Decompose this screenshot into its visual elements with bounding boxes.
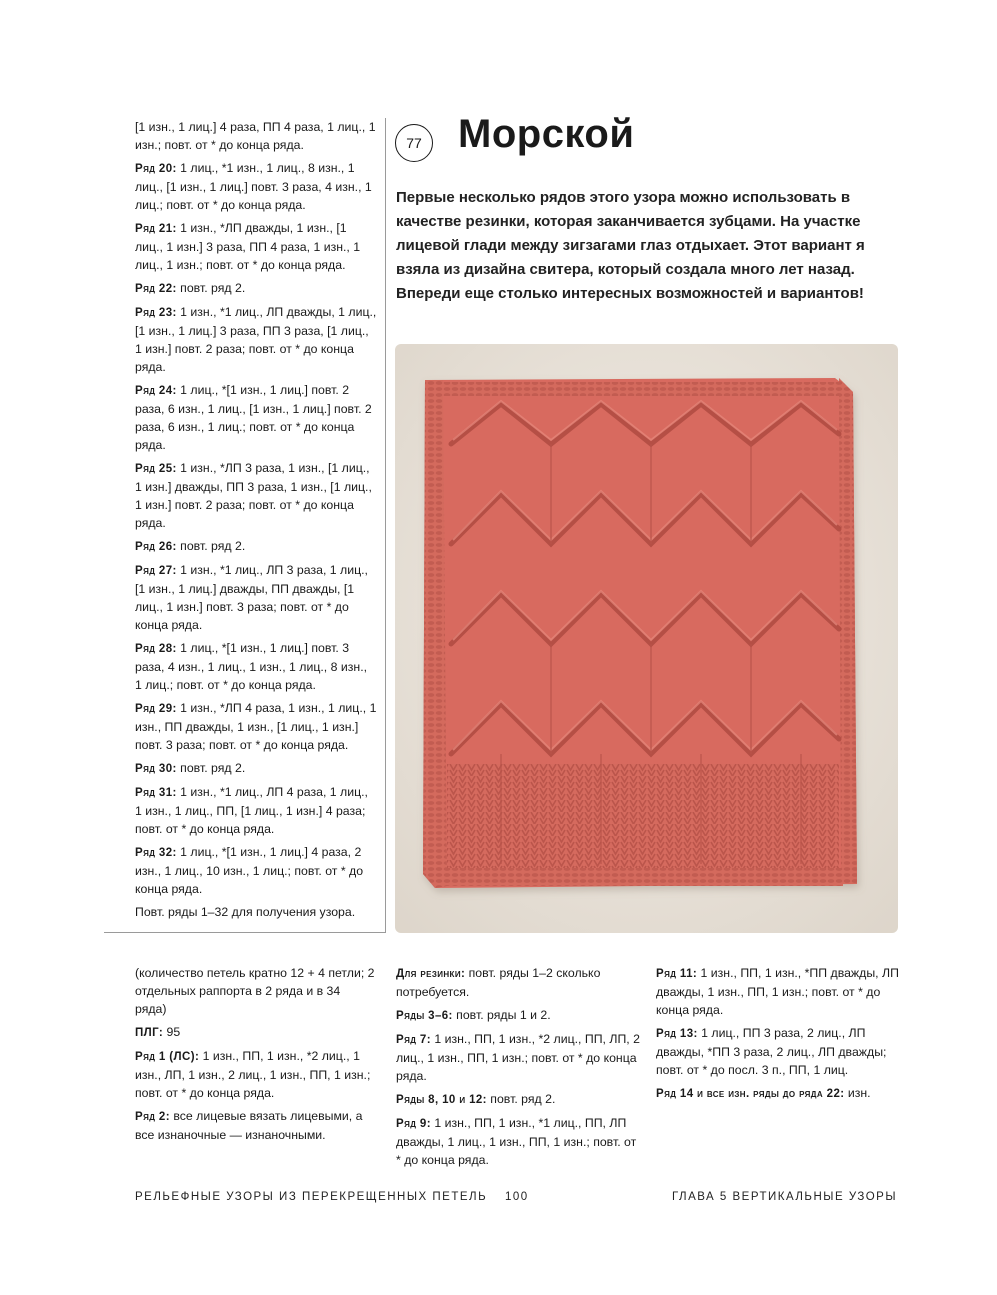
row-text: 1 лиц., *1 изн., 1 лиц., 8 изн., 1 лиц., [1 изн., 1 лиц.] повт. 3 раза, 4 изн., 1 лиц.; повт. от * до конца ряда. [135,161,372,212]
row-label: Ряд 25: [135,463,177,475]
instruction-paragraph [135,759,377,778]
row-label: Ряд 20: [135,163,177,175]
row-label: Ряд 9: [396,1118,431,1130]
instruction-paragraph [396,1114,641,1169]
instruction-paragraph [135,964,375,1018]
pattern-number-badge [395,124,433,162]
page-number: 100 [505,1191,529,1203]
row-text: 1 изн., ПП, 1 изн., *1 лиц., ПП, ЛП дважды, 1 лиц., 1 изн., ПП, 1 изн.; повт. от * до конца ряда. [396,1116,637,1167]
row-label: Ряд 28: [135,643,177,655]
row-label: Для резинки: [396,968,466,980]
footer-book-section: РЕЛЬЕФНЫЕ УЗОРЫ ИЗ ПЕРЕКРЕЩЕННЫХ ПЕТЕЛЬ [135,1191,488,1203]
instruction-paragraph [135,118,377,154]
instruction-paragraph [135,903,377,921]
row-label: Ряд 26: [135,541,177,553]
instruction-paragraph [396,1030,641,1085]
row-label: Ряд 31: [135,787,177,799]
row-text: 1 изн., *ЛП 4 раза, 1 изн., 1 лиц., 1 изн., ПП дважды, 1 изн., [1 лиц., 1 изн.] повт. 3 раза; повт. от * до конца ряда. [135,701,377,752]
instruction-paragraph [135,159,377,214]
row-text: 1 изн., ПП, 1 изн., *ПП дважды, ЛП дважды, 1 изн., ПП, 1 изн.; повт. от * до конца ряда. [656,966,899,1017]
row-text: 1 лиц., *[1 изн., 1 лиц.] повт. 3 раза, 4 изн., 1 лиц., 1 изн., 1 лиц., 8 изн., 1 лиц.; повт. от * до конца ряда. [135,641,368,692]
row-label: Ряд 22: [135,283,177,295]
row-text: 1 изн., *1 лиц., ЛП 3 раза, 1 лиц., [1 изн., 1 лиц.] дважды, ПП дважды, [1 лиц., 1 изн.] повт. 3 раза; повт. от * до конца ряда. [135,563,368,632]
row-text: 1 изн., *1 лиц., ЛП дважды, 1 лиц., [1 изн., 1 лиц.] 3 раза, ПП 3 раза, [1 лиц., 1 изн.] повт. 2 раза; повт. от * до конца ряда. [135,305,377,374]
instructions-bottom-column-2 [396,964,641,1174]
row-text: Повт. ряды 1–32 для получения узора. [135,905,356,919]
row-text: повт. ряды 1 и 2. [452,1008,551,1022]
row-text: повт. ряд 2. [486,1092,556,1106]
instruction-paragraph [135,303,377,376]
row-label: Ряд 11: [656,968,698,980]
instruction-paragraph [135,219,377,274]
instruction-paragraph [135,459,377,532]
row-text: 1 изн., *1 лиц., ЛП 4 раза, 1 лиц., 1 изн., 1 лиц., ПП, [1 лиц., 1 изн.] 4 раза; повт. от * до конца ряда. [135,785,368,836]
instructions-left-column [135,118,377,926]
row-text: повт. ряды 1–2 сколько потребуется. [396,966,601,999]
row-text: 95 [163,1025,181,1039]
row-label: Ряд 1 (ЛС): [135,1051,200,1063]
row-label: Ряд 27: [135,565,177,577]
horizontal-divider [104,932,386,933]
row-label: Ряд 24: [135,385,177,397]
instruction-paragraph [135,1023,375,1042]
instruction-paragraph [135,279,377,298]
row-text: повт. ряд 2. [176,281,246,295]
row-text: 1 изн., ПП, 1 изн., *2 лиц., ПП, ЛП, 2 лиц., 1 изн., ПП, 1 изн.; повт. от * до конца ряда. [396,1032,640,1083]
pattern-number: 77 [406,135,422,151]
instruction-paragraph [656,964,901,1019]
row-text: 1 изн., ПП, 1 изн., *2 лиц., 1 изн., ЛП, 1 изн., 2 лиц., 1 изн., ПП, 1 изн.; повт. от * до конца ряда. [135,1049,371,1100]
row-label: ПЛГ: [135,1027,164,1039]
row-text: (количество петель кратно 12 + 4 петли; 2 отдельных раппорта в 2 ряда и в 34 ряда) [135,966,375,1016]
knitted-swatch-photo [395,344,898,933]
footer-chapter: ГЛАВА 5 ВЕРТИКАЛЬНЫЕ УЗОРЫ [671,1191,897,1203]
row-label: Ряд 13: [656,1028,698,1040]
row-text: 1 изн., *ЛП 3 раза, 1 изн., [1 лиц., 1 изн.] дважды, ПП 3 раза, 1 изн., [1 лиц., 1 изн.] повт. 2 раза; повт. от * до конца ряда. [135,461,372,530]
instruction-paragraph [396,1090,641,1109]
row-text: изн. [844,1086,871,1100]
instruction-paragraph [135,1047,375,1102]
instruction-paragraph [656,1024,901,1079]
pattern-title: Морской [458,112,635,156]
row-text: [1 изн., 1 лиц.] 4 раза, ПП 4 раза, 1 лиц., 1 изн.; повт. от * до конца ряда. [135,120,376,152]
swatch-illustration [395,344,898,933]
instruction-paragraph [135,783,377,838]
instruction-paragraph [656,1084,901,1103]
row-text: 1 лиц., ПП 3 раза, 2 лиц., ЛП дважды, *ПП 3 раза, 2 лиц., ЛП дважды; повт. от * до посл. 3 п., ПП, 1 лиц. [656,1026,887,1077]
instruction-paragraph [135,537,377,556]
row-label: Ряд 21: [135,223,177,235]
instructions-bottom-column-1 [135,964,375,1149]
row-label: Ряд 7: [396,1034,431,1046]
row-text: 1 лиц., *[1 изн., 1 лиц.] повт. 2 раза, 6 изн., 1 лиц., [1 изн., 1 лиц.] повт. 2 раза, 6 изн., 1 лиц.; повт. от * до конца ряда. [135,383,372,452]
row-label: Ряд 32: [135,847,177,859]
instruction-paragraph [135,639,377,694]
instruction-paragraph [135,1107,375,1144]
row-label: Ряд 29: [135,703,177,715]
instruction-paragraph [396,1006,641,1025]
row-label: Ряды 3–6: [396,1010,453,1022]
instruction-paragraph [135,843,377,898]
row-label: Ряды 8, 10 и 12: [396,1094,487,1106]
row-text: все лицевые вязать лицевыми, а все изнаночные — изнаночными. [135,1109,363,1142]
row-label: Ряд 30: [135,763,177,775]
instruction-paragraph [396,964,641,1001]
row-label: Ряд 23: [135,307,177,319]
instruction-paragraph [135,699,377,754]
row-text: повт. ряд 2. [176,761,246,775]
pattern-intro: Первые несколько рядов этого узора можно использовать в качестве резинки, которая заканчивается зубцами. На участке лицевой глади между зигзагами глаз отдыхает. Этот вариант я взяла из дизайна свитера, который создала много лет назад. Впереди еще столько интересных возможностей и вариантов! [396,189,865,302]
row-label: Ряд 2: [135,1111,170,1123]
row-label: Ряд 14 и все изн. ряды до ряда 22: [656,1088,845,1100]
instruction-paragraph [135,561,377,634]
instructions-bottom-column-3 [656,964,901,1108]
instruction-paragraph [135,381,377,454]
vertical-divider [385,118,386,933]
row-text: повт. ряд 2. [176,539,246,553]
row-text: 1 изн., *ЛП дважды, 1 изн., [1 лиц., 1 изн.] 3 раза, ПП 4 раза, 1 изн., 1 лиц., 1 изн.; повт. от * до конца ряда. [135,221,361,272]
row-text: 1 лиц., *[1 изн., 1 лиц.] 4 раза, 2 изн., 1 лиц., 10 изн., 1 лиц.; повт. от * до конца ряда. [135,845,364,896]
